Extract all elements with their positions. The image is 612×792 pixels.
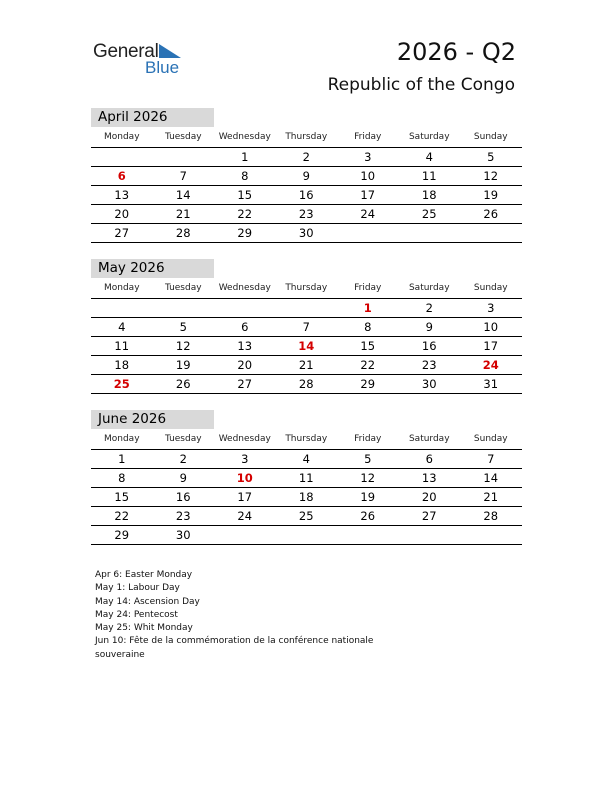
day-cell: 21 — [298, 358, 314, 372]
month-may — [91, 259, 522, 394]
day-cell: 7 — [179, 169, 187, 183]
day-cell: 23 — [298, 207, 314, 221]
day-cell: 17 — [360, 188, 376, 202]
weekday-header — [91, 278, 522, 299]
day-cell: 1 — [241, 150, 249, 164]
day-cell: 9 — [425, 320, 433, 334]
day-cell: 3 — [487, 301, 495, 315]
day-cell: 15 — [360, 339, 376, 353]
logo-text-general: General — [93, 41, 159, 62]
day-cell: 29 — [237, 226, 253, 240]
day-cell: 15 — [114, 490, 130, 504]
day-cell: 24 — [237, 509, 253, 523]
day-cell: 27 — [114, 226, 130, 240]
day-cell: 28 — [483, 509, 499, 523]
day-cell: 7 — [302, 320, 310, 334]
day-cell: 14 — [175, 188, 191, 202]
holiday-note: Apr 6: Easter Monday — [95, 570, 193, 580]
weekday-label: Friday — [354, 132, 382, 142]
empty-day-cell — [214, 299, 276, 317]
day-cell: 3 — [364, 150, 372, 164]
month-weeks — [91, 450, 522, 545]
day-cell: 4 — [302, 452, 310, 466]
weekday-label: Friday — [354, 283, 382, 293]
empty-day-cell — [337, 224, 399, 242]
holiday-note: May 25: Whit Monday — [95, 623, 193, 634]
holiday-note: May 24: Pentecost — [95, 609, 178, 620]
day-cell: 16 — [421, 339, 437, 353]
week-row — [91, 224, 522, 243]
day-cell: 4 — [118, 320, 126, 334]
day-cell: 12 — [175, 339, 191, 353]
day-cell: 27 — [237, 377, 253, 391]
weekday-label: Thursday — [285, 434, 328, 444]
empty-day-cell — [399, 224, 461, 242]
day-cell: 18 — [298, 490, 314, 504]
day-cell: 21 — [175, 207, 191, 221]
weekday-label: Monday — [103, 434, 140, 444]
day-cell: 16 — [175, 490, 191, 504]
country-name: Republic of the Congo — [327, 75, 515, 95]
day-cell: 8 — [241, 169, 249, 183]
day-cell: 11 — [421, 169, 437, 183]
day-cell: 14 — [483, 471, 499, 485]
weekday-label: Sunday — [473, 132, 508, 142]
week-row — [91, 148, 522, 167]
day-cell: 21 — [483, 490, 499, 504]
week-row — [91, 450, 522, 469]
day-cell: 8 — [364, 320, 372, 334]
week-row — [91, 337, 522, 356]
weekday-label: Wednesday — [218, 132, 271, 142]
day-cell: 11 — [114, 339, 130, 353]
day-cell: 9 — [302, 169, 310, 183]
day-cell: 25 — [421, 207, 437, 221]
day-cell: 17 — [237, 490, 253, 504]
day-cell: 26 — [175, 377, 191, 391]
empty-day-cell — [214, 526, 276, 544]
day-cell: 17 — [483, 339, 499, 353]
day-cell: 2 — [302, 150, 310, 164]
empty-day-cell — [337, 526, 399, 544]
week-row — [91, 318, 522, 337]
weekday-label: Thursday — [285, 283, 328, 293]
week-row — [91, 488, 522, 507]
empty-day-cell — [276, 299, 338, 317]
week-row — [91, 469, 522, 488]
empty-day-cell — [153, 148, 215, 166]
day-cell: 6 — [241, 320, 249, 334]
day-cell: 2 — [179, 452, 187, 466]
day-cell: 24 — [482, 358, 499, 372]
day-cell: 28 — [298, 377, 314, 391]
empty-day-cell — [460, 224, 522, 242]
day-cell: 8 — [118, 471, 126, 485]
week-row — [91, 526, 522, 545]
weekday-label: Thursday — [285, 132, 328, 142]
day-cell: 25 — [113, 377, 130, 391]
day-cell: 22 — [360, 358, 376, 372]
day-cell: 29 — [114, 528, 130, 542]
day-cell: 26 — [360, 509, 376, 523]
day-cell: 10 — [360, 169, 376, 183]
day-cell: 6 — [425, 452, 433, 466]
day-cell: 10 — [483, 320, 499, 334]
holiday-note: May 14: Ascension Day — [95, 596, 200, 607]
day-cell: 7 — [487, 452, 495, 466]
month-label: June 2026 — [91, 410, 214, 429]
day-cell: 27 — [421, 509, 437, 523]
day-cell: 23 — [421, 358, 437, 372]
weekday-label: Sunday — [473, 283, 508, 293]
day-cell: 4 — [425, 150, 433, 164]
day-cell: 14 — [298, 339, 315, 353]
day-cell: 19 — [175, 358, 191, 372]
day-cell: 3 — [241, 452, 249, 466]
day-cell: 30 — [298, 226, 314, 240]
week-row — [91, 205, 522, 224]
holiday-notes — [95, 569, 395, 662]
empty-day-cell — [276, 526, 338, 544]
day-cell: 28 — [175, 226, 191, 240]
weekday-label: Saturday — [408, 132, 450, 142]
empty-day-cell — [91, 299, 153, 317]
day-cell: 13 — [114, 188, 130, 202]
weekday-label: Monday — [103, 132, 140, 142]
day-cell: 30 — [175, 528, 191, 542]
day-cell: 1 — [363, 301, 372, 315]
weekday-label: Friday — [354, 434, 382, 444]
day-cell: 25 — [298, 509, 314, 523]
weekday-label: Sunday — [473, 434, 508, 444]
day-cell: 12 — [483, 169, 499, 183]
week-row — [91, 507, 522, 526]
empty-day-cell — [91, 148, 153, 166]
empty-day-cell — [153, 299, 215, 317]
day-cell: 20 — [421, 490, 437, 504]
day-cell: 9 — [179, 471, 187, 485]
day-cell: 31 — [483, 377, 499, 391]
day-cell: 18 — [114, 358, 130, 372]
month-april — [91, 108, 522, 243]
day-cell: 20 — [237, 358, 253, 372]
weekday-label: Tuesday — [164, 283, 202, 293]
day-cell: 23 — [175, 509, 191, 523]
day-cell: 30 — [421, 377, 437, 391]
month-weeks — [91, 299, 522, 394]
month-june — [91, 410, 522, 545]
day-cell: 5 — [179, 320, 187, 334]
weekday-label: Tuesday — [164, 132, 202, 142]
empty-day-cell — [460, 526, 522, 544]
day-cell: 20 — [114, 207, 130, 221]
week-row — [91, 186, 522, 205]
day-cell: 5 — [487, 150, 495, 164]
weekday-label: Tuesday — [164, 434, 202, 444]
day-cell: 16 — [298, 188, 314, 202]
day-cell: 5 — [364, 452, 372, 466]
week-row — [91, 356, 522, 375]
weekday-label: Wednesday — [218, 434, 271, 444]
month-weeks — [91, 148, 522, 243]
weekday-label: Saturday — [408, 283, 450, 293]
week-row — [91, 375, 522, 394]
day-cell: 29 — [360, 377, 376, 391]
weekday-label: Wednesday — [218, 283, 271, 293]
holiday-note: Jun 10: Fête de la commémoration de la conférence nationale — [95, 636, 374, 647]
week-row — [91, 167, 522, 186]
weekday-label: Monday — [103, 283, 140, 293]
day-cell: 13 — [421, 471, 437, 485]
day-cell: 19 — [483, 188, 499, 202]
day-cell: 11 — [298, 471, 314, 485]
day-cell: 13 — [237, 339, 253, 353]
month-label: May 2026 — [91, 259, 214, 278]
day-cell: 15 — [237, 188, 253, 202]
day-cell: 22 — [114, 509, 130, 523]
empty-day-cell — [399, 526, 461, 544]
holiday-note: souveraine — [95, 649, 145, 660]
logo-flag-icon — [159, 44, 181, 60]
day-cell: 22 — [237, 207, 253, 221]
month-label: April 2026 — [91, 108, 214, 127]
day-cell: 2 — [425, 301, 433, 315]
day-cell: 24 — [360, 207, 376, 221]
day-cell: 10 — [236, 471, 253, 485]
day-cell: 12 — [360, 471, 376, 485]
logo — [93, 41, 193, 77]
page-title: 2026 - Q2 — [396, 38, 516, 66]
weekday-header — [91, 127, 522, 148]
logo-text-blue: Blue — [145, 58, 180, 77]
day-cell: 6 — [117, 169, 126, 183]
day-cell: 18 — [421, 188, 437, 202]
day-cell: 19 — [360, 490, 376, 504]
week-row — [91, 299, 522, 318]
holiday-note: May 1: Labour Day — [95, 583, 180, 594]
day-cell: 1 — [118, 452, 126, 466]
weekday-label: Saturday — [408, 434, 450, 444]
weekday-header — [91, 429, 522, 450]
day-cell: 26 — [483, 207, 499, 221]
